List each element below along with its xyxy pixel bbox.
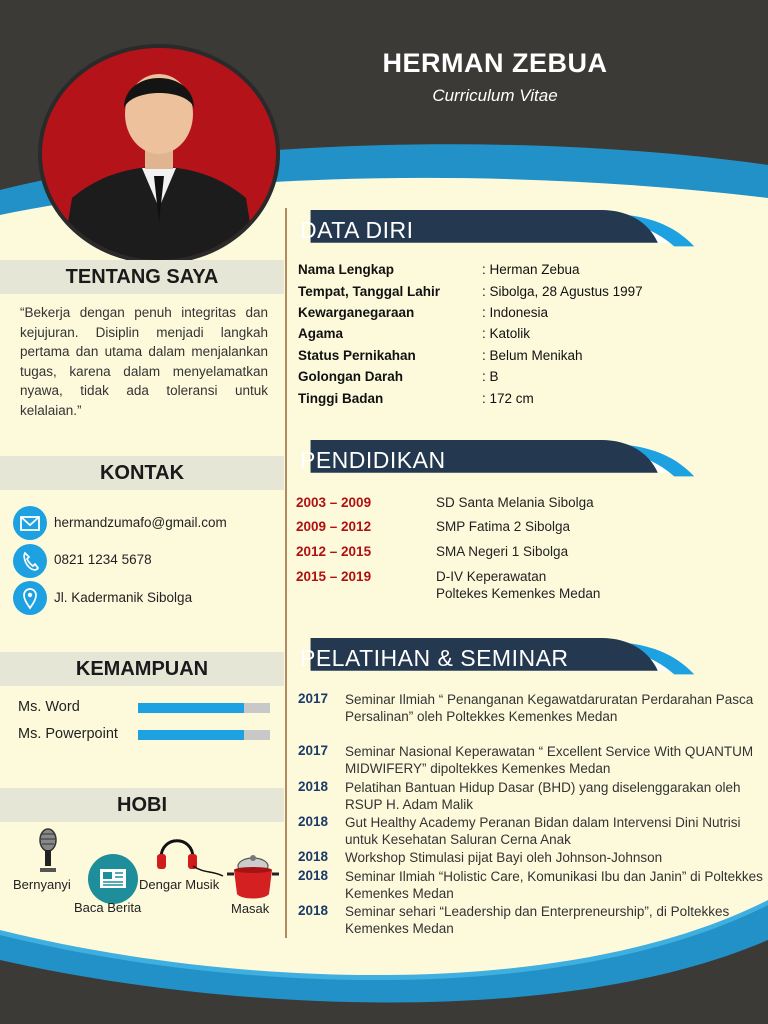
skill-label-word: Ms. Word (18, 699, 80, 715)
document-subtitle: Curriculum Vitae (432, 86, 558, 105)
hobbies-heading: HOBI (0, 788, 284, 822)
column-divider (285, 208, 287, 938)
hobby-label-singing: Bernyanyi (13, 877, 71, 892)
hobby-label-cooking: Masak (231, 901, 270, 916)
contact-email[interactable]: hermandzumafo@gmail.com (54, 515, 227, 530)
about-heading: TENTANG SAYA (0, 260, 284, 294)
location-pin-icon (13, 581, 47, 615)
profile-photo-illustration (42, 48, 276, 260)
microphone-icon (33, 828, 63, 879)
cv-page: HERMAN ZEBUA Curriculum Vitae TENTANG SAYA “Bekerja dengan penuh integritas dan kejujuran. Disiplin menjadi langkah pertama dan utama dalam menjalankan tugas, karena dalam menyelamatkan nyawa, tidak ada toleransi untuk kelalaian.” KONTAK hermandzumafo@gmail.com 0821 1234 5678 Jl. Kadermanik Sibolga KEMAMPUAN Ms. Word Ms. Powerpoint HOBI Bernyanyi Baca Berita Dengar Musik Masak DATA DIRI Nama Lengkap : Herman Zebua Tempat, Tanggal Lahir : Sibolga, 28 Agustus 1997 Kewarganegaraan : Indonesia Agama : Katolik Status Pernikahan : Belum Menikah Golongan Darah : B Tinggi Badan : 172 cm PENDIDIKAN 2003 – 2009 SD Santa Melania Sibolga 2009 – 2012 SMP Fatima 2 Sibolga 2012 – 2015 SMA Negeri 1 Sibolga 2015 – 2019 D-IV Keperawatan Poltekes Kemenkes Medan PELATIHAN & SEMINAR 2017 Seminar Ilmiah “ Penanganan Kegawatdaruratan Perdarahan Pasca Persalinan” oleh Poltekkes Kemenkes Medan 2017 Seminar Nasional Keperawatan “ Excellent Service With QUANTUM MIDWIFERY” dipoltekkes Kemenkes Medan 2018 Pelatihan Bantuan Hidup Dasar (BHD) yang diselenggarakan oleh RSUP H. Adam Malik 2018 Gut Healthy Academy Peranan Bidan dalam Intervensi Dini Nutrisi untuk Kesehatan Saluran Cerna Anak 2018 Workshop Stimulasi pijat Bayi oleh Johnson-Johnson 2018 Seminar Ilmiah “Holistic Care, Komunikasi Ibu dan Janin” di Poltekkes Kemenkes Medan 2018 Seminar sehari “Leadership dan Enterpreneurship”, di Poltekkes Kemenkes Medan (0, 0, 768, 1024)
pendidikan-heading: PENDIDIKAN (300, 447, 446, 473)
headphones-icon (155, 830, 227, 883)
pelatihan-heading: PELATIHAN & SEMINAR (300, 645, 569, 671)
cooking-pot-icon (225, 852, 281, 907)
contact-phone[interactable]: 0821 1234 5678 (54, 552, 152, 567)
skill-bar-word (138, 703, 270, 713)
hobby-label-music: Dengar Musik (139, 877, 220, 892)
skill-bar-powerpoint (138, 730, 270, 740)
skills-heading: KEMAMPUAN (0, 652, 284, 686)
skill-label-powerpoint: Ms. Powerpoint (18, 726, 118, 742)
mail-icon (13, 506, 47, 540)
profile-photo (38, 44, 280, 264)
phone-icon (13, 544, 47, 578)
person-name: HERMAN ZEBUA (382, 48, 608, 78)
about-text: “Bekerja dengan penuh integritas dan kejujuran. Disiplin menjadi langkah pertama dan utama dalam menjalankan tugas, karena dalam menyelamatkan nyawa, tidak ada toleransi untuk kelalaian.” (20, 305, 268, 418)
data-diri-heading: DATA DIRI (300, 217, 414, 243)
newspaper-icon (88, 854, 138, 904)
hobby-label-news: Baca Berita (74, 900, 142, 915)
skill-fill-powerpoint (138, 730, 244, 740)
contact-heading: KONTAK (0, 456, 284, 490)
contact-address: Jl. Kadermanik Sibolga (54, 590, 193, 605)
skill-fill-word (138, 703, 244, 713)
